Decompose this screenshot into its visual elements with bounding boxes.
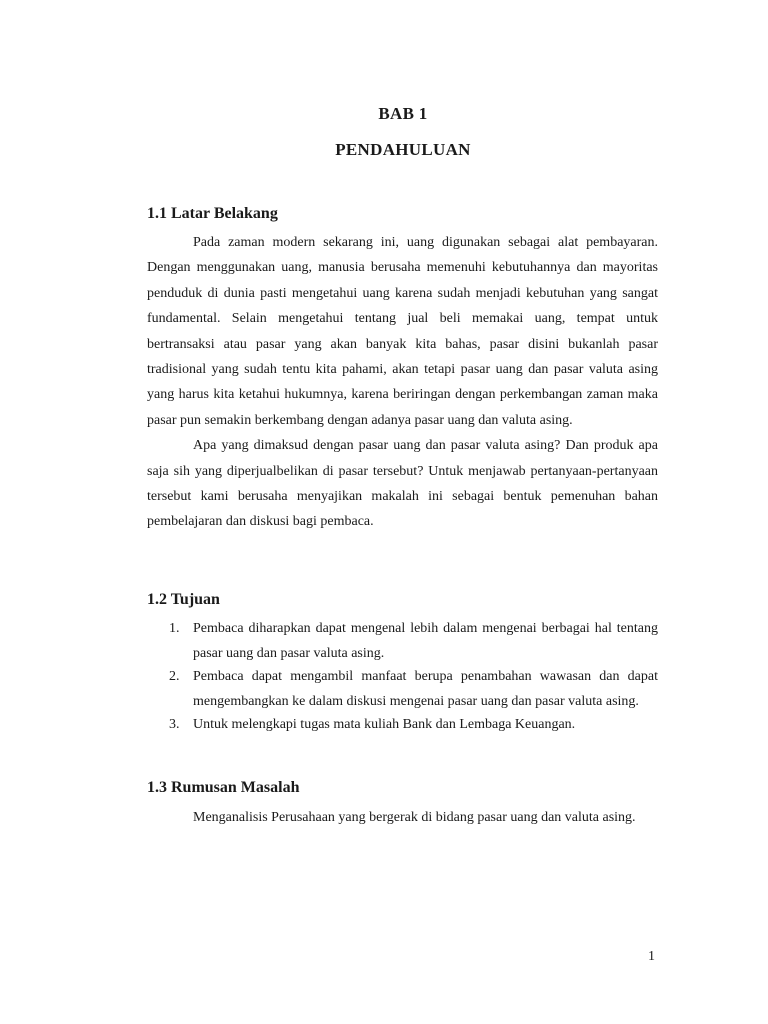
- page-number: 1: [648, 949, 655, 964]
- tujuan-list: [147, 616, 658, 735]
- rumusan-masalah-paragraph-1: Menganalisis Perusahaan yang bergerak di bidang pasar uang dan valuta asing.: [193, 810, 636, 825]
- section-heading-tujuan: 1.2 Tujuan: [147, 591, 220, 608]
- list-item-text: Untuk melengkapi tugas mata kuliah Bank dan Lembaga Keuangan.: [193, 717, 576, 732]
- rumusan-masalah-body: [147, 805, 658, 830]
- latar-belakang-paragraph-1: Pada zaman modern sekarang ini, uang digunakan sebagai alat pembayaran. Dengan menggunakan uang, manusia berusaha memenuhi kebutuhannya dan mayoritas penduduk di dunia pasti mengetahui uang karena sudah menjadi kebutuhan yang sangat fundamental. Selain mengetahui tentang jual beli memakai uang, tempat untuk bertransaksi atau pasar yang akan banyak kita bahas, pasar disini bukanlah pasar tradisional yang sudah tentu kita pahami, akan tetapi pasar uang dan pasar valuta asing yang harus kita ketahui hukumnya, karena beriringan dengan perkembangan zaman maka pasar pun semakin berkembang dengan adanya pasar uang dan valuta asing.: [147, 235, 658, 428]
- list-item-text: Pembaca diharapkan dapat mengenal lebih dalam mengenai berbagai hal tentang pasar uang dan pasar valuta asing.: [193, 621, 658, 661]
- latar-belakang-body: [147, 230, 658, 535]
- list-item: [147, 712, 658, 737]
- chapter-title: PENDAHULUAN: [335, 140, 471, 159]
- list-item: [147, 616, 658, 666]
- list-item-text: Pembaca dapat mengambil manfaat berupa penambahan wawasan dan dapat mengembangkan ke dalam diskusi mengenai pasar uang dan pasar valuta asing.: [193, 669, 658, 709]
- chapter-number: BAB 1: [378, 104, 428, 123]
- list-item-number: 3.: [169, 717, 180, 732]
- list-item: [147, 664, 658, 714]
- list-item-number: 1.: [169, 621, 180, 636]
- section-heading-rumusan-masalah: 1.3 Rumusan Masalah: [147, 779, 300, 796]
- section-heading-latar-belakang: 1.1 Latar Belakang: [147, 205, 278, 222]
- list-item-number: 2.: [169, 669, 180, 684]
- latar-belakang-paragraph-2: Apa yang dimaksud dengan pasar uang dan pasar valuta asing? Dan produk apa saja sih yang diperjualbelikan di pasar tersebut? Untuk menjawab pertanyaan-pertanyaan tersebut kami berusaha menyajikan makalah ini sebagai bentuk pemenuhan bahan pembelajaran dan diskusi bagi pembaca.: [147, 438, 658, 530]
